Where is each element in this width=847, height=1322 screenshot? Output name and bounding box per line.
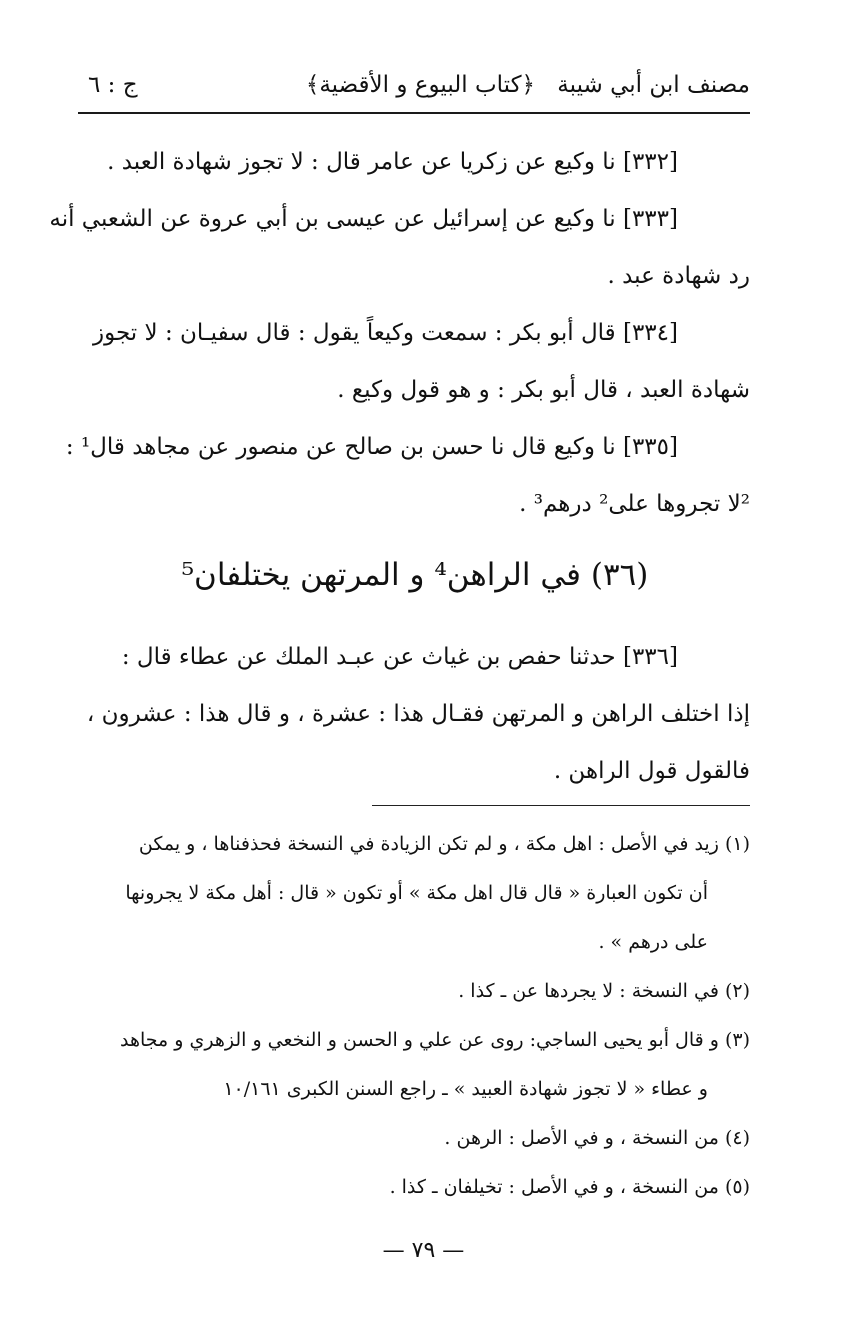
running-header (78, 62, 750, 114)
footnote-3 (80, 1016, 750, 1114)
text-line: رد شهادة عبد . (607, 263, 750, 289)
footnote-2 (80, 967, 750, 1016)
text-line: [٣٣٤] قال أبو بكر : سمعت وكيعاً يقول : قال سفيـان : لا تجوز (92, 320, 678, 346)
footnote-rule (372, 805, 750, 806)
book-title: مصنف ابن أبي شيبة (557, 72, 750, 98)
section-heading: (٣٦) في الراهن⁴ و المرتهن يختلفان⁵ (181, 557, 649, 593)
footnote-4 (80, 1114, 750, 1163)
footnote-line: على درهم » . (598, 931, 708, 953)
hadith-335 (65, 422, 750, 536)
hadith-336 (80, 632, 750, 803)
footnote-1 (80, 820, 750, 967)
footnote-line: (٣) و قال أبو يحيى الساجي: روى عن علي و الحسن و النخعي و الزهري و مجاهد (120, 1029, 750, 1051)
text-line: فالقول قول الراهن . (553, 758, 750, 784)
volume-number: ج : ٦ (88, 72, 138, 98)
chapter-title: ﴿كتاب البيوع و الأقضية﴾ (305, 72, 535, 98)
text-line: ²لا تجروها على² درهم³ . (519, 491, 750, 517)
text-line: [٣٣٦] حدثنا حفص بن غياث عن عبـد الملك عن عطاء قال : (121, 644, 678, 670)
text-line: [٣٣٢] نا وكيع عن زكريا عن عامر قال : لا تجوز شهادة العبد . (107, 149, 678, 175)
header-rule (78, 112, 750, 114)
footnote-line: (٥) من النسخة ، و في الأصل : تخيلفان ـ كذا . (389, 1176, 750, 1198)
text-line: [٣٣٥] نا وكيع قال نا حسن بن صالح عن منصور عن مجاهد قال¹ : (65, 434, 678, 460)
page-number: — ٧٩ — (382, 1238, 465, 1263)
footnote-line: أن تكون العبارة « قال قال اهل مكة » أو تكون « قال : أهل مكة لا يجرونها (125, 882, 708, 904)
footnote-line: (٢) في النسخة : لا يجردها عن ـ كذا . (458, 980, 750, 1002)
text-line: [٣٣٣] نا وكيع عن إسرائيل عن عيسى بن أبي عروة عن الشعبي أنه (49, 206, 678, 232)
footnote-line: (١) زيد في الأصل : اهل مكة ، و لم تكن الزيادة في النسخة فحذفناها ، و يمكن (138, 833, 750, 855)
text-line: شهادة العبد ، قال أبو بكر : و هو قول وكيع . (337, 377, 750, 403)
footnotes (80, 820, 750, 1212)
hadith-334 (80, 308, 750, 422)
footnote-line: (٤) من النسخة ، و في الأصل : الرهن . (444, 1127, 750, 1149)
hadith-332 (80, 137, 750, 194)
main-text (49, 137, 750, 803)
text-line: إذا اختلف الراهن و المرتهن فقـال هذا : عشرة ، و قال هذا : عشرون ، (86, 701, 750, 727)
footnote-line: و عطاء « لا تجوز شهادة العبيد » ـ راجع السنن الكبرى ١٠/١٦١ (223, 1078, 708, 1100)
footnote-5 (80, 1163, 750, 1212)
hadith-333 (49, 194, 750, 308)
